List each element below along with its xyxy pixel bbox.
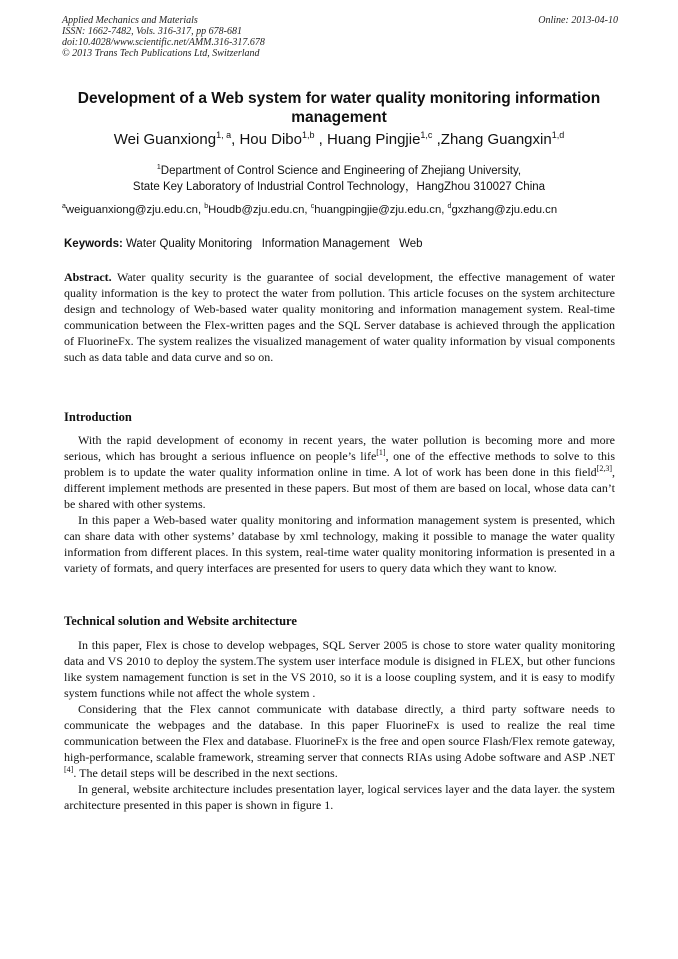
- paragraph: In this paper, Flex is chose to develop webpages, SQL Server 2005 is chose to store water quality monitoring data and VS 2010 to deploy the system.The system user interface module is disigned in FLEX, but other funcions like system namagement function is set in the VS 2010, so it is a loose coupling system, and it is easy to modify system functions while not affect the whole system .: [64, 638, 615, 700]
- paragraph: In general, website architecture includes presentation layer, logical services layer and the data layer. the system architecture presented in this paper is shown in figure 1.: [64, 782, 615, 812]
- author-separator: ,: [314, 131, 328, 148]
- author-affiliation-mark: 1,b: [301, 130, 315, 140]
- author-separator: ,: [231, 131, 240, 148]
- paragraph-text: Considering that the Flex cannot communicate with database directly, a third party software needs to communicate the webpages and the database. In this paper FluorineFx is used to realize the real time communication between the Flex and database. FluorineFx is the free and open source Flash/Flex remote gateway, high-performance, scalable framework, streaming server that connects RIAs using Adobe software and ASP .NET: [64, 702, 615, 764]
- abstract-text: Water quality security is the guarantee of social development, the effective management of water quality information is the key to protect the water from pollution. This article focuses on the system architecture design and technology of Web-based water quality monitoring and information management system. Real-time communication between the Flex-written pages and the SQL Server database is achieved through the application of FluorineFx. The system realizes the visualized management of water quality information by visual components such as data table and data curve and so on.: [64, 270, 615, 364]
- paragraph: [64, 432, 615, 512]
- author-separator: ,: [432, 131, 441, 148]
- journal-name: Applied Mechanics and Materials: [62, 15, 198, 26]
- keywords-items: Water Quality Monitoring Information Management Web: [126, 238, 423, 250]
- paper-title: Development of a Web system for water quality monitoring information management: [77, 90, 601, 126]
- copyright-line: © 2013 Trans Tech Publications Ltd, Switzerland: [62, 48, 260, 59]
- paragraph-text: With the rapid development of economy in recent years, the water pollution is becoming more and more serious, which has brought a serious influence on people’s life: [64, 433, 615, 463]
- technical-body: [64, 637, 615, 813]
- email-mark: a: [62, 203, 66, 210]
- doi-line: doi:10.4028/www.scientific.net/AMM.316-317.678: [62, 37, 265, 48]
- online-date: Online: 2013-04-10: [538, 15, 618, 26]
- email-list: [62, 203, 618, 217]
- email-mark: d: [447, 203, 452, 210]
- author-name: Zhang Guangxin: [440, 131, 552, 148]
- abstract-label: Abstract.: [64, 270, 112, 284]
- email-mark: c: [310, 203, 315, 210]
- paragraph: [64, 701, 615, 781]
- citation[interactable]: [2,3]: [596, 464, 612, 473]
- affiliation-line-2: State Key Laboratory of Industrial Control Technology，HangZhou 310027 China: [132, 181, 546, 193]
- introduction-body: [64, 432, 615, 576]
- keywords-label: Keywords:: [64, 238, 123, 250]
- section-heading-technical: Technical solution and Website architecture: [64, 614, 297, 628]
- affiliation-line-1: Department of Control Science and Engineering of Zhejiang University,: [160, 165, 522, 177]
- affiliation: [20, 163, 658, 195]
- author-affiliation-mark: 1, a: [216, 130, 232, 140]
- author-list: [20, 131, 658, 149]
- issn-line: ISSN: 1662-7482, Vols. 316-317, pp 678-681: [62, 26, 242, 37]
- author-name: Hou Dibo: [239, 131, 302, 148]
- email-link[interactable]: huangpingjie@zju.edu.cn,: [314, 204, 448, 216]
- paragraph-text: , different implement methods are presented in these papers. But most of them are based on local, whose data can’t be shared with other systems.: [64, 465, 615, 511]
- section-heading-introduction: Introduction: [64, 410, 132, 424]
- citation[interactable]: [1]: [376, 448, 386, 457]
- author-name: Huang Pingjie: [327, 131, 421, 148]
- journal-header: [62, 15, 618, 59]
- paragraph-text: . The detail steps will be described in the next sections.: [73, 766, 338, 780]
- email-link[interactable]: Houdb@zju.edu.cn,: [208, 204, 311, 216]
- author-affiliation-mark: 1,d: [551, 130, 565, 140]
- author-affiliation-mark: 1,c: [420, 130, 433, 140]
- email-mark: b: [204, 203, 209, 210]
- affiliation-mark: 1: [156, 164, 161, 171]
- citation[interactable]: [4]: [64, 765, 74, 774]
- email-link[interactable]: weiguanxiong@zju.edu.cn,: [65, 204, 205, 216]
- keywords: [64, 237, 620, 251]
- author-name: Wei Guanxiong: [113, 131, 217, 148]
- abstract: [64, 269, 615, 365]
- email-link[interactable]: gxzhang@zju.edu.cn: [451, 204, 558, 216]
- paragraph: In this paper a Web-based water quality monitoring and information management system is presented, which can share data with other systems’ database by xml technology, making it possible to manage the water quality information from different places. In this system, real-time water quality monitoring information is presented in a variety of formats, and query interfaces are presented for users to query data which they want to know.: [64, 513, 615, 575]
- paragraph-text: , one of the effective methods to solve to this problem is to update the water quality information online in time. A lot of work has been done in this field: [64, 449, 615, 479]
